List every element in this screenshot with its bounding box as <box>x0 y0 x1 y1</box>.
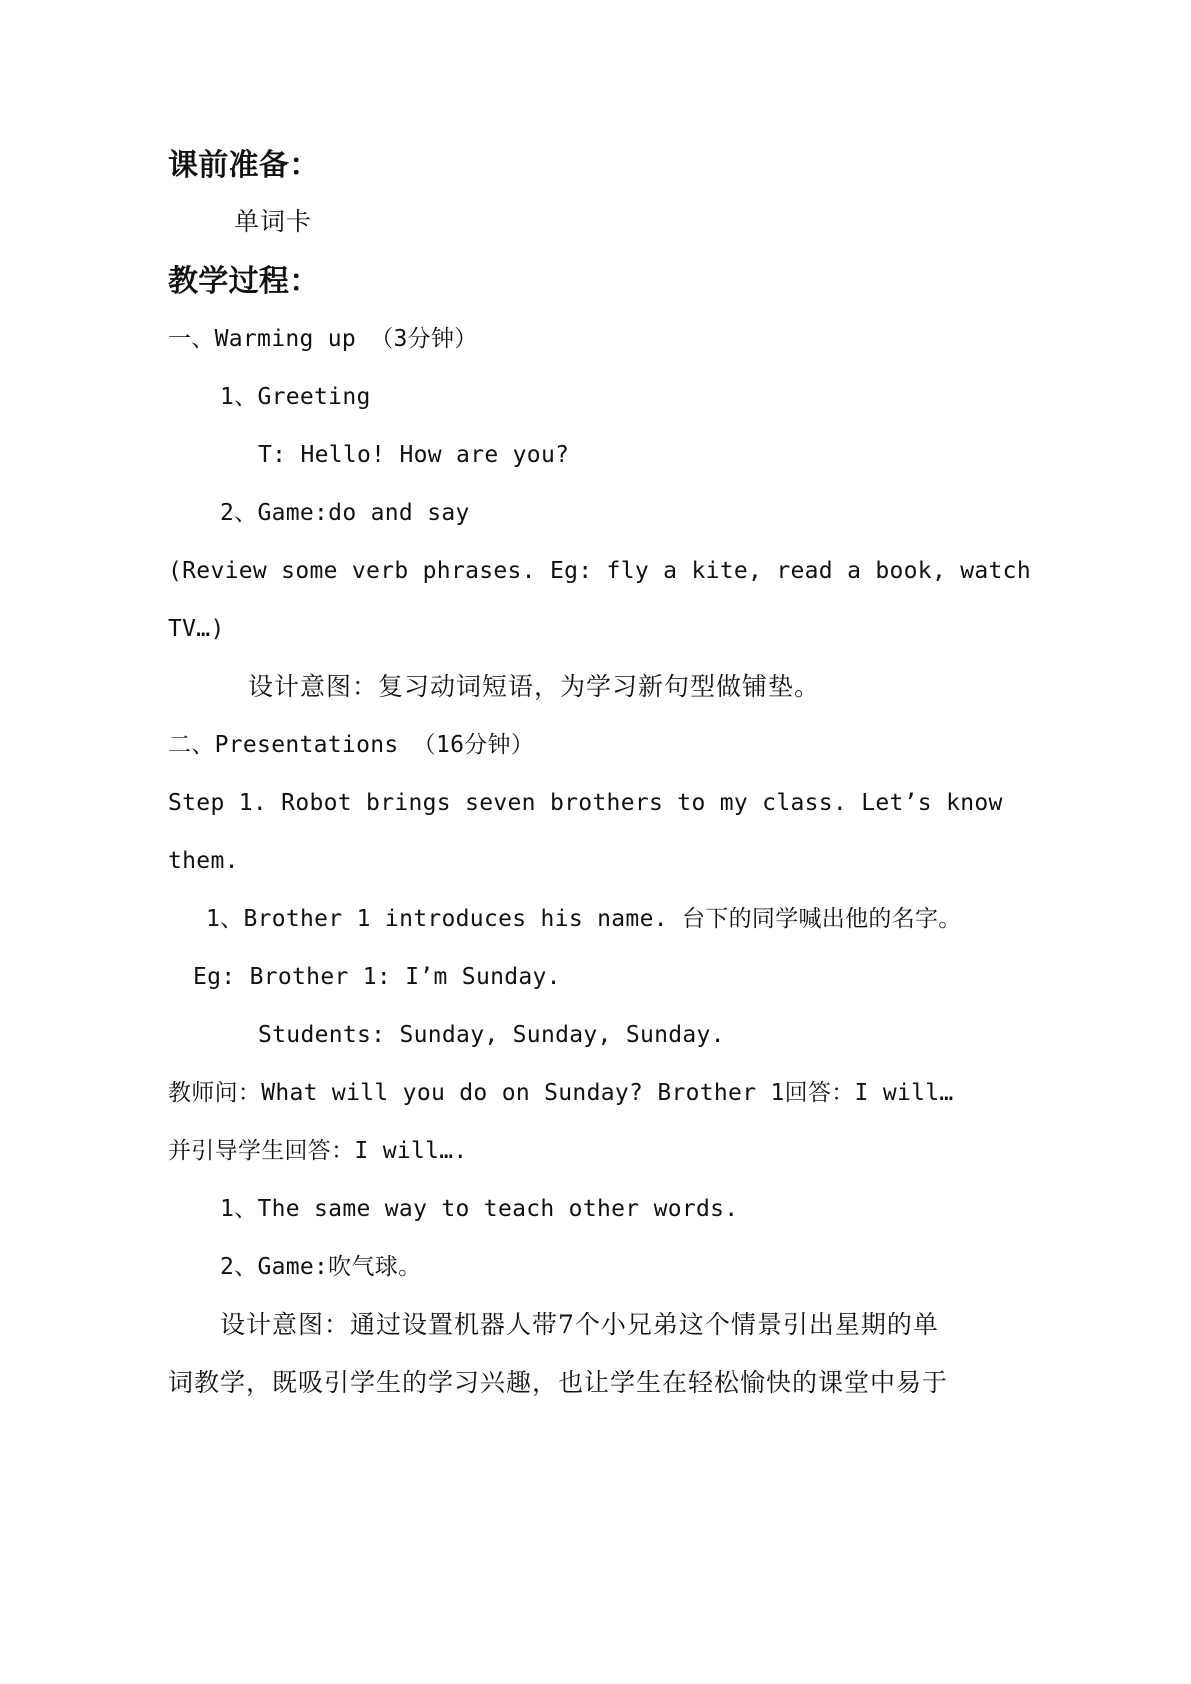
greeting-item: 1、Greeting <box>220 384 371 410</box>
example-line: Eg: Brother 1: I’m Sunday. <box>193 964 561 990</box>
step-line-2: them. <box>168 848 239 874</box>
greeting-line: T: Hello! How are you? <box>258 442 570 468</box>
warmup-title: 一、Warming up （3分钟） <box>168 326 478 352</box>
presentation-intent-line-1: 设计意图：通过设置机器人带7个小兄弟这个情景引出星期的单 <box>220 1310 939 1339</box>
presentation-title: 二、Presentations （16分钟） <box>168 732 535 758</box>
warmup-intent: 设计意图：复习动词短语，为学习新句型做铺垫。 <box>248 672 821 701</box>
students-line: Students: Sunday, Sunday, Sunday. <box>258 1022 725 1048</box>
brother-item: 1、Brother 1 introduces his name. 台下的同学喊出他的名字。 <box>206 906 962 932</box>
presentation-intent-line-2: 词教学，既吸引学生的学习兴趣，也让学生在轻松愉快的课堂中易于 <box>168 1368 949 1397</box>
prep-heading: 课前准备： <box>168 148 320 183</box>
teacher-line-2: 并引导学生回答：I will…. <box>168 1138 468 1164</box>
step-line-1: Step 1. Robot brings seven brothers to my class. Let’s know <box>168 790 1003 816</box>
game-item: 2、Game:do and say <box>220 500 470 526</box>
same-way-item: 1、The same way to teach other words. <box>220 1196 739 1222</box>
review-line-2: TV…) <box>168 616 225 642</box>
process-heading: 教学过程： <box>168 264 320 299</box>
balloon-game-item: 2、Game:吹气球。 <box>220 1254 422 1280</box>
review-line-1: (Review some verb phrases. Eg: fly a kite, read a book, watch <box>168 558 1031 584</box>
teacher-line-1: 教师问：What will you do on Sunday? Brother 1回答：I will… <box>168 1080 954 1106</box>
prep-item: 单词卡 <box>234 207 313 236</box>
